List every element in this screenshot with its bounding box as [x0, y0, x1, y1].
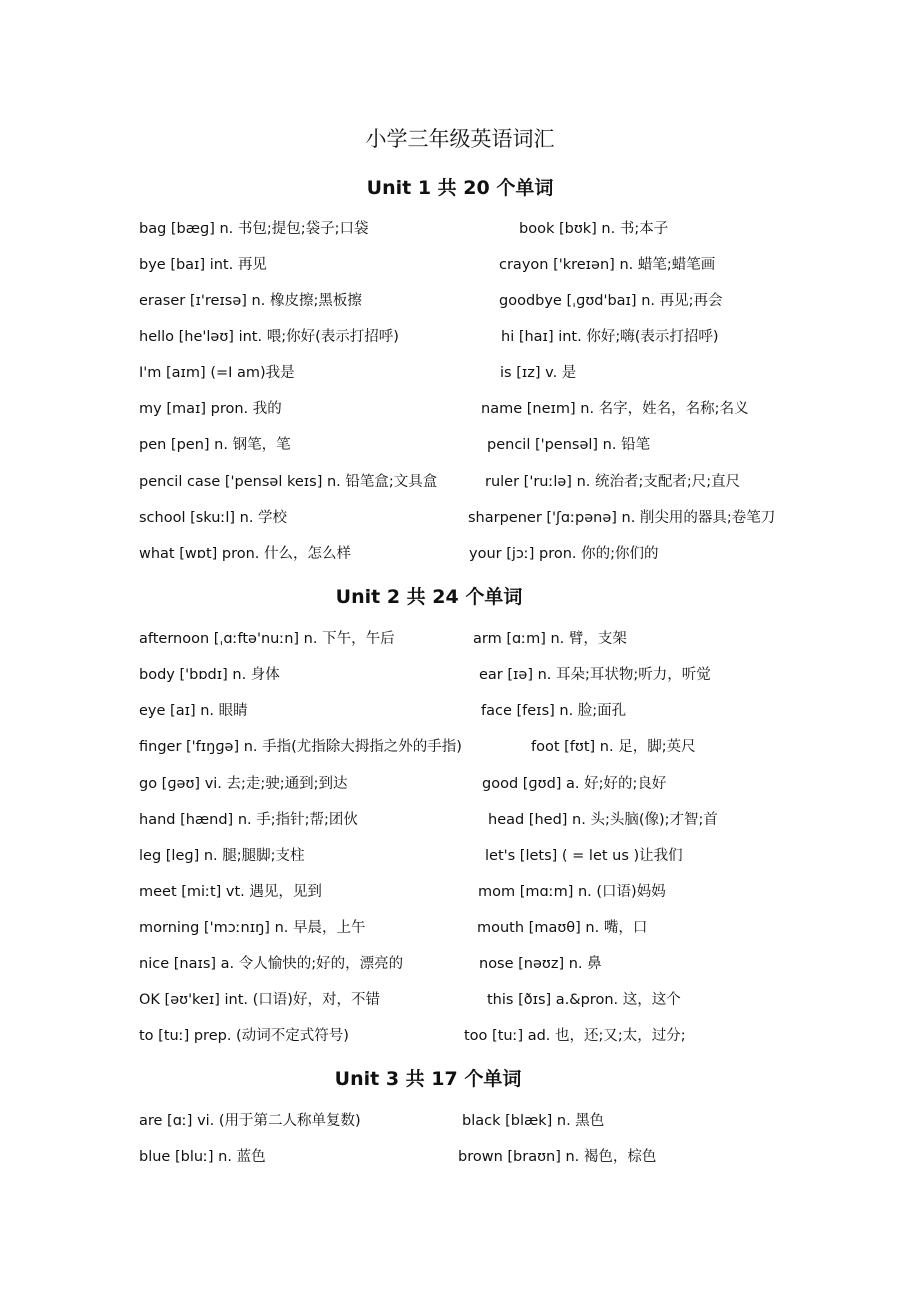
word-entry: go [ɡəʊ] vi. 去;走;驶;通到;到达 — [139, 776, 348, 792]
word-entry: morning ['mɔːnɪŋ] n. 早晨，上午 — [139, 920, 366, 936]
word-entry: good [ɡʊd] a. 好;好的;良好 — [482, 776, 667, 792]
page-title: 小学三年级英语词汇 — [365, 127, 555, 151]
word-entry: crayon ['kreɪən] n. 蜡笔;蜡笔画 — [499, 257, 716, 273]
word-entry: school [skuːl] n. 学校 — [139, 510, 288, 526]
word-entry: OK [əʊ'keɪ] int. (口语)好，对，不错 — [139, 992, 380, 1008]
word-entry: this [ðɪs] a.&pron. 这，这个 — [487, 992, 681, 1008]
unit-3-heading: Unit 3 共 17 个单词 — [334, 1068, 522, 1090]
word-entry: face [feɪs] n. 脸;面孔 — [481, 703, 627, 719]
word-entry: pencil case ['pensəl keɪs] n. 铅笔盒;文具盒 — [139, 474, 438, 490]
word-entry: goodbye [ˌɡʊd'baɪ] n. 再见;再会 — [499, 293, 723, 309]
word-entry: head [hed] n. 头;头脑(像);才智;首 — [488, 812, 718, 828]
word-entry: I'm [aɪm] (=I am)我是 — [139, 365, 295, 381]
word-entry: hand [hænd] n. 手;指针;帮;团伙 — [139, 812, 358, 828]
word-entry: what [wɒt] pron. 什么，怎么样 — [139, 546, 352, 562]
word-entry: arm [ɑːm] n. 臂，支架 — [473, 631, 627, 647]
word-entry: bye [baɪ] int. 再见 — [139, 257, 267, 273]
word-entry: leg [leɡ] n. 腿;腿脚;支柱 — [139, 848, 305, 864]
word-entry: your [jɔː] pron. 你的;你们的 — [469, 546, 659, 562]
word-entry: hi [haɪ] int. 你好;嗨(表示打招呼) — [501, 329, 719, 345]
word-entry: are [ɑː] vi. (用于第二人称单复数) — [139, 1113, 361, 1129]
word-entry: sharpener ['ʃɑːpənə] n. 削尖用的器具;卷笔刀 — [468, 510, 776, 526]
word-entry: finger ['fɪŋɡə] n. 手指(尤指除大拇指之外的手指) — [139, 739, 462, 755]
word-entry: let's [lets] ( = let us )让我们 — [485, 848, 683, 864]
word-entry: nice [naɪs] a. 令人愉快的;好的，漂亮的 — [139, 956, 404, 972]
word-entry: is [ɪz] v. 是 — [500, 365, 577, 381]
word-entry: my [maɪ] pron. 我的 — [139, 401, 282, 417]
word-entry: meet [miːt] vt. 遇见，见到 — [139, 884, 322, 900]
word-entry: to [tuː] prep. (动词不定式符号) — [139, 1028, 349, 1044]
word-entry: mom [mɑːm] n. (口语)妈妈 — [478, 884, 666, 900]
unit-1-heading: Unit 1 共 20 个单词 — [366, 177, 554, 199]
word-entry: name [neɪm] n. 名字，姓名，名称;名义 — [481, 401, 749, 417]
word-entry: eye [aɪ] n. 眼睛 — [139, 703, 248, 719]
word-entry: ear [ɪə] n. 耳朵;耳状物;听力，听觉 — [479, 667, 711, 683]
word-entry: pen [pen] n. 钢笔，笔 — [139, 437, 291, 453]
word-entry: bag [bæɡ] n. 书包;提包;袋子;口袋 — [139, 221, 369, 237]
word-entry: black [blæk] n. 黑色 — [462, 1113, 605, 1129]
word-entry: body ['bɒdɪ] n. 身体 — [139, 667, 280, 683]
word-entry: foot [fʊt] n. 足，脚;英尺 — [531, 739, 696, 755]
word-entry: mouth [maʊθ] n. 嘴，口 — [477, 920, 648, 936]
word-entry: eraser [ɪ'reɪsə] n. 橡皮擦;黑板擦 — [139, 293, 362, 309]
word-entry: book [bʊk] n. 书;本子 — [519, 221, 669, 237]
word-entry: brown [braʊn] n. 褐色，棕色 — [458, 1149, 657, 1165]
word-entry: hello [he'ləʊ] int. 喂;你好(表示打招呼) — [139, 329, 399, 345]
word-entry: blue [bluː] n. 蓝色 — [139, 1149, 266, 1165]
word-entry: nose [nəʊz] n. 鼻 — [479, 956, 602, 972]
unit-2-heading: Unit 2 共 24 个单词 — [335, 586, 523, 608]
word-entry: ruler ['ruːlə] n. 统治者;支配者;尺;直尺 — [485, 474, 741, 490]
word-entry: afternoon [ˌɑːftə'nuːn] n. 下午，午后 — [139, 631, 395, 647]
word-entry: too [tuː] ad. 也，还;又;太，过分; — [464, 1028, 686, 1044]
word-entry: pencil ['pensəl] n. 铅笔 — [487, 437, 651, 453]
